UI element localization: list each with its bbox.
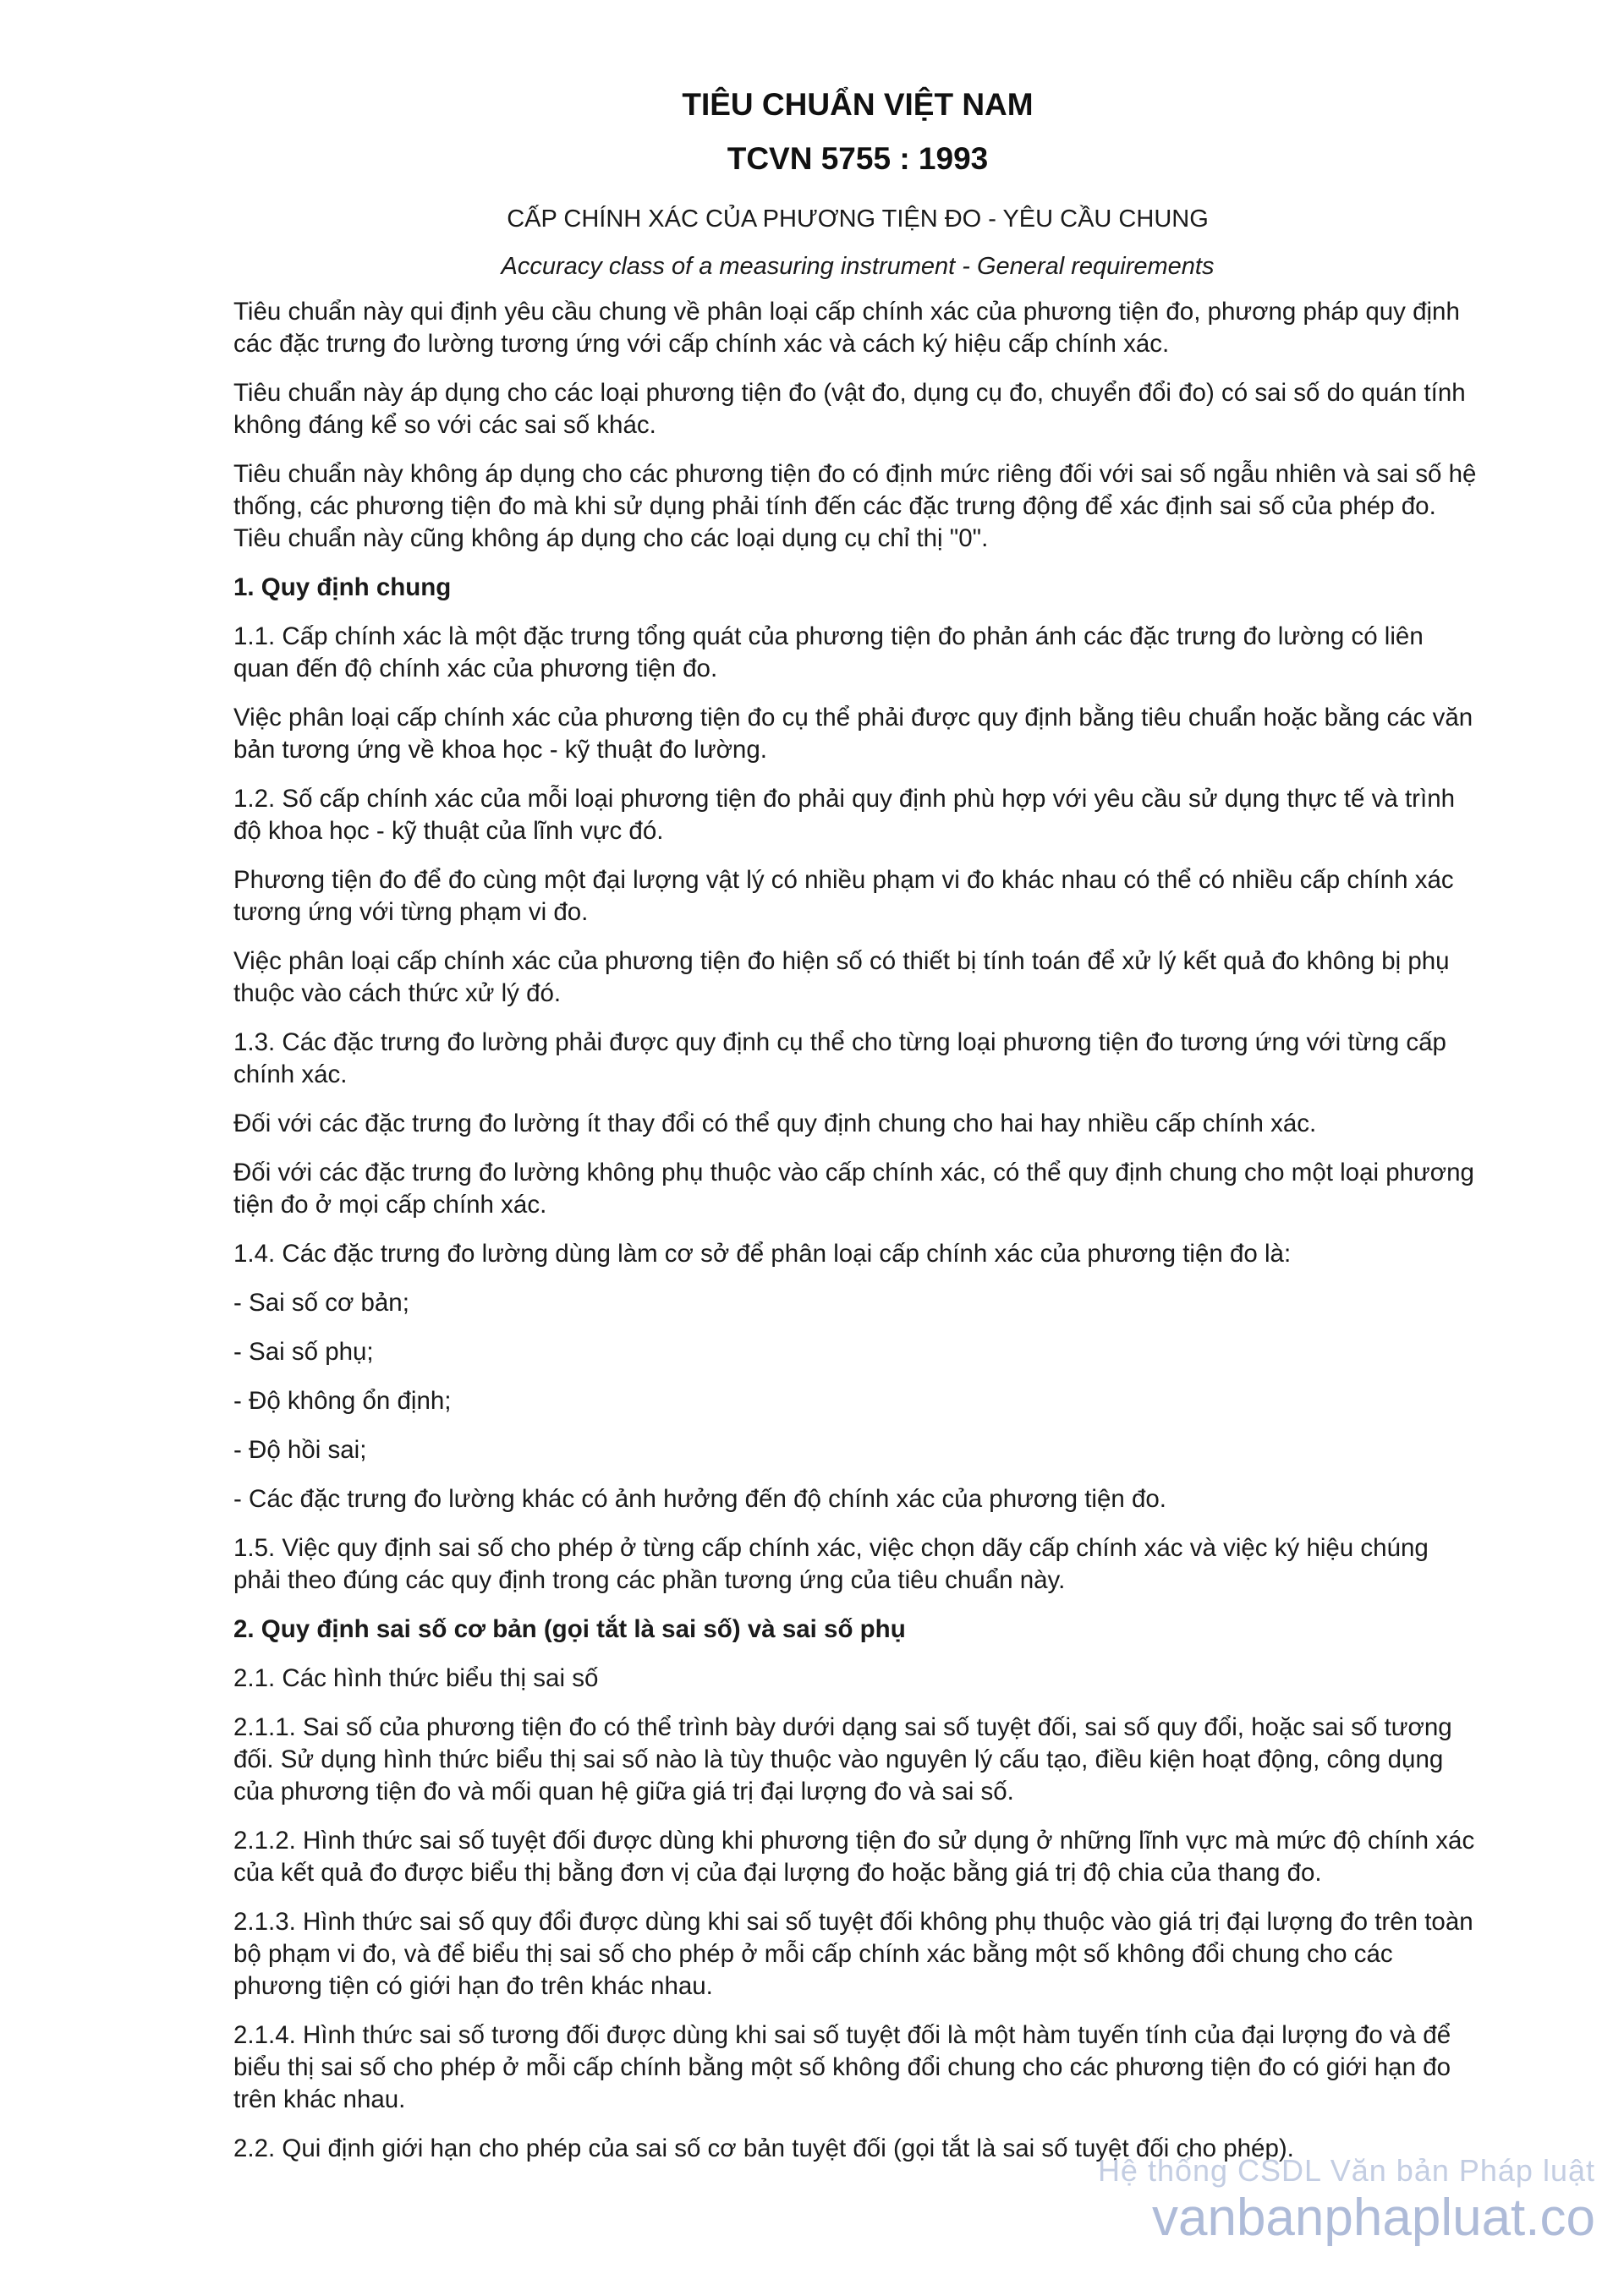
paragraph: Tiêu chuẩn này qui định yêu cầu chung về phân loại cấp chính xác của phương tiện đo, phương pháp quy định các đặc trưng đo lường tương ứng với cấp chính xác và cách ký hiệu cấp chính xác. — [233, 298, 1460, 358]
paragraph: 2.1.3. Hình thức sai số quy đổi được dùng khi sai số tuyệt đối không phụ thuộc vào giá trị đại lượng đo trên toàn bộ phạm vi đo, và để biểu thị sai số cho phép ở mỗi cấp chính xác bằng một số không đổi chung cho các phương tiện có giới hạn đo trên khác nhau. — [233, 1908, 1473, 2000]
paragraph: Phương tiện đo để đo cùng một đại lượng vật lý có nhiều phạm vi đo khác nhau có thể có nhiều cấp chính xác tương ứng với từng phạm vi đo. — [233, 866, 1454, 926]
document-title: TIÊU CHUẨN VIỆT NAM — [682, 87, 1034, 122]
standard-code: TCVN 5755 : 1993 — [727, 141, 989, 176]
paragraph: Tiêu chuẩn này áp dụng cho các loại phương tiện đo (vật đo, dụng cụ đo, chuyển đổi đo) có sai số do quán tính không đáng kể so với các sai số khác. — [233, 379, 1466, 439]
paragraph: 1.2. Số cấp chính xác của mỗi loại phương tiện đo phải quy định phù hợp với yêu cầu sử dụng thực tế và trình độ khoa học - kỹ thuật của lĩnh vực đó. — [233, 785, 1456, 845]
paragraph: Đối với các đặc trưng đo lường ít thay đổi có thể quy định chung cho hai hay nhiều cấp chính xác. — [233, 1110, 1317, 1137]
paragraph: - Sai số phụ; — [233, 1338, 374, 1366]
paragraph: 2.1. Các hình thức biểu thị sai số — [233, 1664, 599, 1692]
paragraph: 1.3. Các đặc trưng đo lường phải được quy định cụ thể cho từng loại phương tiện đo tương ứng với từng cấp chính xác. — [233, 1028, 1446, 1088]
section-heading: 2. Quy định sai số cơ bản (gọi tắt là sai số) và sai số phụ — [233, 1615, 906, 1643]
paragraph: - Các đặc trưng đo lường khác có ảnh hưởng đến độ chính xác của phương tiện đo. — [233, 1485, 1166, 1513]
document-body — [233, 296, 1482, 2165]
paragraph: 2.2. Qui định giới hạn cho phép của sai số cơ bản tuyệt đối (gọi tắt là sai số tuyệt đối cho phép). — [233, 2134, 1294, 2162]
paragraph: 2.1.4. Hình thức sai số tương đối được dùng khi sai số tuyệt đối là một hàm tuyến tính của đại lượng đo và để biểu thị sai số cho phép ở mỗi cấp chính bằng một số không đổi chung cho các phương tiện đo có giới hạn đo trên khác nhau. — [233, 2021, 1451, 2113]
paragraph: 2.1.1. Sai số của phương tiện đo có thể trình bày dưới dạng sai số tuyệt đối, sai số quy đổi, hoặc sai số tương đối. Sử dụng hình thức biểu thị sai số nào là tùy thuộc vào nguyên lý cấu tạo, điều kiện hoạt động, công dụng của phương tiện đo và mối quan hệ giữa giá trị đại lượng đo và sai số. — [233, 1713, 1452, 1806]
english-subtitle: Accuracy class of a measuring instrument - General requirements — [501, 253, 1215, 280]
watermark-line2: vanbanphapluat.co — [1151, 2189, 1595, 2247]
watermark — [1098, 2154, 1595, 2249]
paragraph: Tiêu chuẩn này không áp dụng cho các phương tiện đo có định mức riêng đối với sai số ngẫu nhiên và sai số hệ thống, các phương tiện đo mà khi sử dụng phải tính đến các đặc trưng động để xác định sai số của phép đo. Tiêu chuẩn này cũng không áp dụng cho các loại dụng cụ chỉ thị "0". — [233, 460, 1477, 552]
paragraph: Việc phân loại cấp chính xác của phương tiện đo hiện số có thiết bị tính toán để xử lý kết quả đo không bị phụ thuộc vào cách thức xử lý đó. — [233, 947, 1450, 1007]
paragraph: 1.5. Việc quy định sai số cho phép ở từng cấp chính xác, việc chọn dãy cấp chính xác và việc ký hiệu chúng phải theo đúng các quy định trong các phần tương ứng của tiêu chuẩn này. — [233, 1534, 1429, 1594]
paragraph: 2.1.2. Hình thức sai số tuyệt đối được dùng khi phương tiện đo sử dụng ở những lĩnh vực mà mức độ chính xác của kết quả đo được biểu thị bằng đơn vị của đại lượng đo hoặc bằng giá trị độ chia của thang đo. — [233, 1827, 1475, 1887]
paragraph: Đối với các đặc trưng đo lường không phụ thuộc vào cấp chính xác, có thể quy định chung cho một loại phương tiện đo ở mọi cấp chính xác. — [233, 1159, 1474, 1219]
paragraph: Việc phân loại cấp chính xác của phương tiện đo cụ thể phải được quy định bằng tiêu chuẩn hoặc bằng các văn bản tương ứng về khoa học - kỹ thuật đo lường. — [233, 704, 1473, 764]
section-heading: 1. Quy định chung — [233, 573, 452, 601]
paragraph: 1.4. Các đặc trưng đo lường dùng làm cơ sở để phân loại cấp chính xác của phương tiện đo là: — [233, 1240, 1292, 1268]
document-page — [233, 85, 1482, 2182]
watermark-line1: Hệ thống CSDL Văn bản Pháp luật — [1097, 2153, 1595, 2188]
paragraph: - Sai số cơ bản; — [233, 1289, 409, 1317]
document-subtitle: CẤP CHÍNH XÁC CỦA PHƯƠNG TIỆN ĐO - YÊU CẦU CHUNG — [507, 205, 1209, 233]
paragraph: 1.1. Cấp chính xác là một đặc trưng tổng quát của phương tiện đo phản ánh các đặc trưng đo lường có liên quan đến độ chính xác của phương tiện đo. — [233, 622, 1424, 682]
paragraph: - Độ không ổn định; — [233, 1387, 452, 1415]
paragraph: - Độ hồi sai; — [233, 1436, 367, 1464]
